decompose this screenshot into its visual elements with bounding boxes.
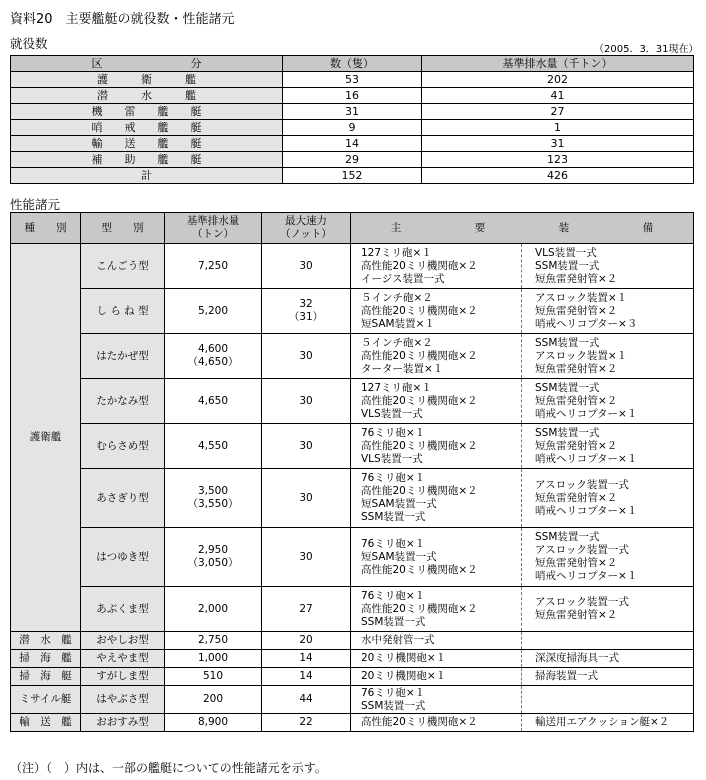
equipment-item: 掃海装置一式 [535, 670, 598, 682]
standard-displacement [165, 289, 262, 334]
equipment-item: ５インチ砲×２ [361, 336, 433, 349]
standard-displacement [165, 379, 262, 424]
table-row [11, 424, 694, 469]
ship-count: 31 [283, 104, 422, 120]
equipment-item: 短魚雷発射管×２ [535, 394, 618, 407]
equipment-item: 哨戒ヘリコプター×１ [535, 407, 638, 420]
speed-value: 22 [299, 716, 313, 728]
equipment-item: SSM装置一式 [361, 511, 426, 523]
ship-displacement: 27 [422, 104, 694, 120]
ship-model: やえやま型 [81, 650, 165, 668]
equipment-item: SSM装置一式 [535, 426, 600, 439]
speed-value: 32 [299, 298, 313, 310]
footnote: （注）（ ）内は、一部の艦艇についての性能諸元を示す。 [10, 761, 327, 775]
table-row [11, 587, 694, 632]
equipment-item: 高性能20ミリ機関砲×２ [361, 304, 478, 317]
table-row [11, 668, 694, 686]
equipment-item: 哨戒ヘリコプター×１ [535, 570, 638, 582]
main-equipment-systems [522, 334, 694, 379]
header-count: 数（隻） [283, 56, 422, 72]
displacement-value: 200 [202, 693, 224, 705]
ship-count: 14 [283, 136, 422, 152]
ship-model: たかなみ型 [81, 379, 165, 424]
ship-count: 29 [283, 152, 422, 168]
commission-count-table [10, 55, 694, 184]
main-equipment-weapons [351, 244, 522, 289]
equipment-item: 深深度掃海具一式 [535, 652, 619, 664]
equipment-item: 76ミリ砲×１ [361, 537, 426, 550]
equipment-item: VLS装置一式 [361, 452, 423, 465]
ship-category: 哨 戒 艦 艇 [11, 120, 283, 136]
main-equipment-weapons [351, 668, 522, 686]
table-row [11, 88, 694, 104]
main-equipment-systems [522, 714, 694, 732]
equipment-item: 短魚雷発射管×２ [535, 362, 618, 375]
table-row [11, 334, 694, 379]
table-row [11, 104, 694, 120]
ship-model: おおすみ型 [81, 714, 165, 732]
main-equipment-systems [522, 632, 694, 650]
equipment-item: 短SAM装置×１ [361, 317, 435, 330]
total-row [11, 168, 694, 184]
displacement-value: 4,600 [197, 343, 229, 355]
displacement-value: 2,950 [197, 544, 229, 556]
standard-displacement [165, 686, 262, 714]
standard-displacement [165, 714, 262, 732]
total-label: 計 [11, 168, 283, 184]
table-row [11, 289, 694, 334]
main-equipment-weapons [351, 334, 522, 379]
displacement-value: 4,650 [197, 394, 229, 407]
equipment-item: 短魚雷発射管×２ [535, 304, 618, 317]
displacement-value: 1,000 [197, 652, 229, 664]
equipment-item: 高性能20ミリ機関砲×２ [361, 259, 478, 272]
equipment-item: アスロック装置×１ [535, 349, 628, 362]
main-equipment-weapons [351, 289, 522, 334]
equipment-item: ターター装置×１ [361, 362, 444, 375]
main-equipment-systems [522, 379, 694, 424]
max-speed [262, 334, 351, 379]
equipment-item: SSM装置一式 [361, 615, 426, 628]
equipment-item: 輸送用エアクッション艇×２ [535, 716, 670, 728]
equipment-item: VLS装置一式 [361, 407, 423, 420]
equipment-item: 76ミリ砲×１ [361, 686, 426, 699]
section-heading-specifications: 性能諸元 [10, 197, 61, 212]
max-speed [262, 650, 351, 668]
max-speed [262, 632, 351, 650]
main-equipment-systems [522, 686, 694, 714]
equipment-item: SSM装置一式 [535, 336, 600, 349]
main-equipment-systems [522, 668, 694, 686]
equipment-item: 短魚雷発射管×２ [535, 272, 618, 285]
equipment-item: 短魚雷発射管×２ [535, 491, 618, 504]
displacement-value: （4,650） [187, 356, 239, 368]
header-main-equipment: 主 要 装 備 [351, 213, 694, 244]
ship-category: 補 助 艦 艇 [11, 152, 283, 168]
equipment-item: 水中発射管一式 [361, 634, 435, 646]
max-speed [262, 668, 351, 686]
main-equipment-systems [522, 289, 694, 334]
displacement-value: 4,550 [197, 439, 229, 452]
ship-displacement: 123 [422, 152, 694, 168]
equipment-item: 高性能20ミリ機関砲×２ [361, 394, 478, 407]
ship-model: あぶくま型 [81, 587, 165, 632]
standard-displacement [165, 244, 262, 289]
main-equipment-systems [522, 469, 694, 528]
equipment-item: 哨戒ヘリコプター×１ [535, 452, 638, 465]
equipment-item: 高性能20ミリ機関砲×２ [361, 439, 478, 452]
main-equipment-weapons [351, 714, 522, 732]
standard-displacement [165, 424, 262, 469]
main-equipment-weapons [351, 379, 522, 424]
table-row [11, 379, 694, 424]
equipment-item: 76ミリ砲×１ [361, 472, 426, 484]
displacement-value: 5,200 [197, 304, 229, 317]
specifications-table [10, 212, 694, 732]
ship-category: 潜 水 艦 [11, 88, 283, 104]
main-equipment-weapons [351, 424, 522, 469]
main-equipment-systems [522, 528, 694, 587]
standard-displacement [165, 469, 262, 528]
header-model: 型 別 [81, 213, 165, 244]
ship-model: はたかぜ型 [81, 334, 165, 379]
main-equipment-weapons [351, 632, 522, 650]
equipment-item: 高性能20ミリ機関砲×２ [361, 349, 478, 362]
equipment-item: 127ミリ砲×１ [361, 381, 432, 394]
table-row [11, 152, 694, 168]
header-kind: 種 別 [11, 213, 81, 244]
equipment-item: SSM装置一式 [535, 259, 600, 272]
total-displacement: 426 [422, 168, 694, 184]
equipment-item: アスロック装置一式 [535, 478, 629, 491]
as-of-date: （2005．3．31現在） [594, 44, 699, 55]
total-count: 152 [283, 168, 422, 184]
max-speed [262, 244, 351, 289]
displacement-value: 2,000 [197, 602, 229, 615]
table-row [11, 632, 694, 650]
ship-displacement: 31 [422, 136, 694, 152]
ship-count: 9 [283, 120, 422, 136]
equipment-item: 短魚雷発射管×２ [535, 439, 618, 452]
equipment-item: 20ミリ機関砲×１ [361, 670, 447, 682]
max-speed [262, 289, 351, 334]
ship-displacement: 1 [422, 120, 694, 136]
equipment-item: 短SAM装置一式 [361, 498, 437, 510]
ship-kind: 掃 海 艇 [11, 668, 81, 686]
displacement-value: 510 [202, 670, 224, 682]
ship-kind: 掃 海 艦 [11, 650, 81, 668]
main-equipment-weapons [351, 686, 522, 714]
section-heading-commission-count: 就役数 [10, 36, 48, 51]
ship-displacement: 41 [422, 88, 694, 104]
standard-displacement [165, 632, 262, 650]
equipment-item: 20ミリ機関砲×１ [361, 652, 447, 664]
max-speed [262, 469, 351, 528]
main-equipment-weapons [351, 587, 522, 632]
speed-value: （31） [288, 311, 324, 323]
speed-value: 27 [299, 602, 313, 615]
table-row [11, 72, 694, 88]
speed-value: 30 [299, 550, 313, 563]
equipment-item: SSM装置一式 [535, 381, 600, 394]
table-row [11, 136, 694, 152]
ship-displacement: 202 [422, 72, 694, 88]
standard-displacement [165, 528, 262, 587]
speed-value: 30 [299, 491, 313, 504]
max-speed [262, 587, 351, 632]
speed-value: 14 [299, 652, 313, 664]
equipment-item: 高性能20ミリ機関砲×２ [361, 563, 478, 576]
equipment-item: アスロック装置一式 [535, 596, 629, 608]
equipment-item: SSM装置一式 [361, 699, 426, 712]
max-speed [262, 528, 351, 587]
ship-kind: ミサイル艇 [11, 686, 81, 714]
table-row [11, 650, 694, 668]
table-row [11, 528, 694, 587]
speed-value: 14 [299, 670, 313, 682]
max-speed [262, 424, 351, 469]
ship-model: はつゆき型 [81, 528, 165, 587]
equipment-item: 高性能20ミリ機関砲×２ [361, 602, 478, 615]
equipment-item: 127ミリ砲×１ [361, 246, 432, 259]
table-row [11, 714, 694, 732]
ship-kind: 潜 水 艦 [11, 632, 81, 650]
table-row [11, 469, 694, 528]
speed-value: 30 [299, 394, 313, 407]
header-max-speed: 最大速力 （ノット） [262, 213, 351, 244]
equipment-item: 短魚雷発射管×２ [535, 609, 618, 621]
ship-kind: 輸 送 艦 [11, 714, 81, 732]
speed-value: 30 [299, 259, 313, 272]
equipment-item: 哨戒ヘリコプター×３ [535, 317, 638, 330]
equipment-item: イージス装置一式 [361, 272, 445, 285]
ship-model: し ら ね 型 [81, 289, 165, 334]
equipment-item: 短魚雷発射管×２ [535, 557, 618, 569]
displacement-value: 8,900 [197, 716, 229, 728]
max-speed [262, 379, 351, 424]
main-equipment-systems [522, 650, 694, 668]
equipment-item: アスロック装置一式 [535, 544, 629, 556]
max-speed [262, 686, 351, 714]
speed-value: 30 [299, 439, 313, 452]
ship-model: こんごう型 [81, 244, 165, 289]
table-row [11, 244, 694, 289]
table-row [11, 120, 694, 136]
speed-value: 20 [299, 634, 313, 646]
ship-kind: 護衛艦 [11, 244, 81, 632]
ship-category: 輸 送 艦 艇 [11, 136, 283, 152]
equipment-item: SSM装置一式 [535, 531, 600, 543]
main-equipment-weapons [351, 650, 522, 668]
table-header-row [11, 213, 694, 244]
displacement-value: 7,250 [197, 259, 229, 272]
standard-displacement [165, 650, 262, 668]
main-equipment-weapons [351, 528, 522, 587]
equipment-item: 哨戒ヘリコプター×１ [535, 504, 638, 517]
displacement-value: 3,500 [197, 485, 229, 497]
equipment-item: 76ミリ砲×１ [361, 589, 426, 602]
ship-count: 53 [283, 72, 422, 88]
header-displacement: 基準排水量 （トン） [165, 213, 262, 244]
equipment-item: 短SAM装置一式 [361, 550, 437, 563]
displacement-value: （3,050） [187, 557, 239, 569]
equipment-item: 高性能20ミリ機関砲×２ [361, 485, 478, 497]
ship-model: むらさめ型 [81, 424, 165, 469]
ship-model: はやぶさ型 [81, 686, 165, 714]
ship-category: 機 雷 艦 艇 [11, 104, 283, 120]
main-equipment-systems [522, 587, 694, 632]
main-equipment-systems [522, 244, 694, 289]
ship-count: 16 [283, 88, 422, 104]
equipment-item: 76ミリ砲×１ [361, 426, 426, 439]
ship-model: あさぎり型 [81, 469, 165, 528]
speed-value: 44 [299, 693, 313, 705]
equipment-item: 高性能20ミリ機関砲×２ [361, 716, 478, 728]
standard-displacement [165, 334, 262, 379]
header-displacement: 基準排水量（千トン） [422, 56, 694, 72]
displacement-value: （3,550） [187, 498, 239, 510]
ship-model: すがしま型 [81, 668, 165, 686]
header-category: 区 分 [11, 56, 283, 72]
equipment-item: アスロック装置×１ [535, 291, 628, 304]
speed-value: 30 [299, 349, 313, 362]
document-title: 資料20 主要艦艇の就役数・性能諸元 [10, 12, 235, 27]
standard-displacement [165, 587, 262, 632]
equipment-item: ５インチ砲×２ [361, 291, 433, 304]
main-equipment-weapons [351, 469, 522, 528]
ship-category: 護 衛 艦 [11, 72, 283, 88]
main-equipment-systems [522, 424, 694, 469]
table-row [11, 686, 694, 714]
displacement-value: 2,750 [197, 634, 229, 646]
equipment-item: VLS装置一式 [535, 246, 597, 259]
ship-model: おやしお型 [81, 632, 165, 650]
table-header-row [11, 56, 694, 72]
max-speed [262, 714, 351, 732]
standard-displacement [165, 668, 262, 686]
